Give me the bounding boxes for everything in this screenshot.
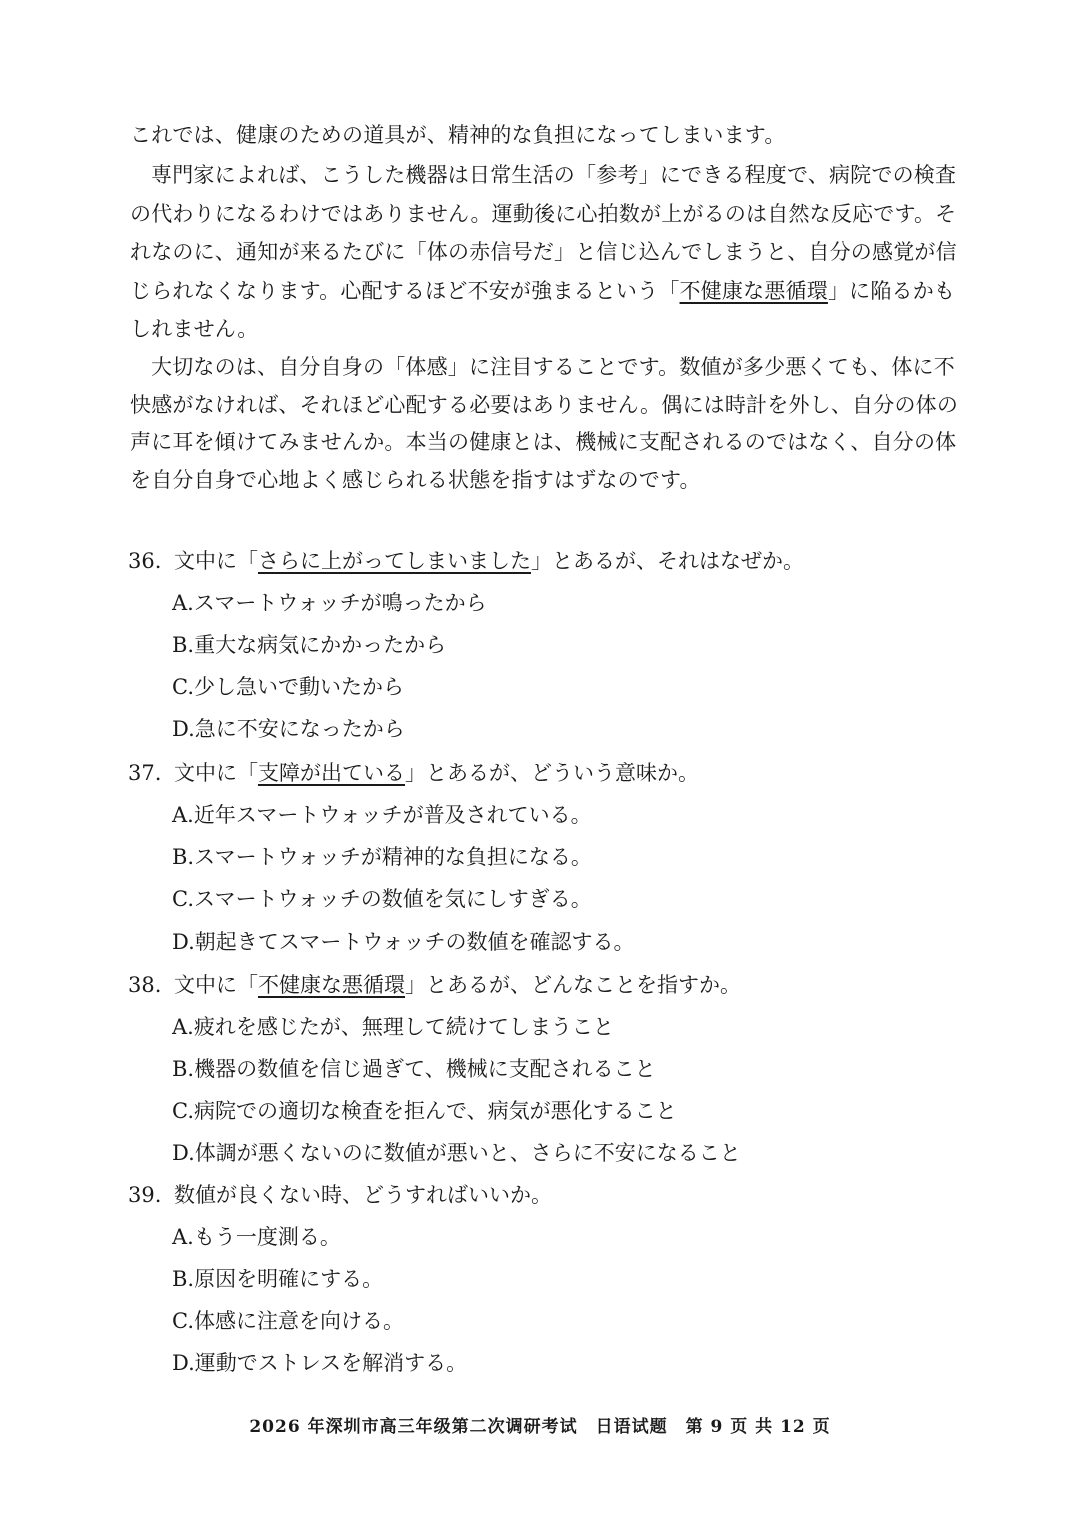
question-text: 文中に「 [174, 761, 258, 785]
question-37 [128, 758, 699, 788]
passage-line: の代わりになるわけではありません。運動後に心拍数が上がるのは自然な反応です。そ [130, 202, 957, 226]
question-38 [128, 970, 741, 1000]
passage-text: じられなくなります。心配するほど不安が強まるという「 [130, 279, 680, 303]
question-number: 36. [128, 549, 162, 573]
question-36 [128, 546, 804, 576]
passage-line: 声に耳を傾けてみませんか。本当の健康とは、機械に支配されるのではなく、自分の体 [130, 430, 957, 454]
option-38-d[interactable]: D.体調が悪くないのに数値が悪いと、さらに不安になること [172, 1141, 741, 1165]
option-39-a[interactable]: A.もう一度測る。 [172, 1225, 341, 1249]
option-36-d[interactable]: D.急に不安になったから [172, 717, 405, 741]
question-text: 」とあるが、どういう意味か。 [405, 761, 699, 785]
option-38-c[interactable]: C.病院での適切な検査を拒んで、病気が悪化すること [172, 1099, 677, 1123]
passage-line: 大切なのは、自分自身の「体感」に注目することです。数値が多少悪くても、体に不 [151, 355, 955, 379]
passage-line: を自分自身で心地よく感じられる状態を指すはずなのです。 [130, 468, 701, 492]
question-number: 38. [128, 973, 162, 997]
option-37-b[interactable]: B.スマートウォッチが精神的な負担になる。 [172, 845, 592, 869]
option-39-c[interactable]: C.体感に注意を向ける。 [172, 1309, 404, 1333]
question-text: 」とあるが、どんなことを指すか。 [405, 973, 741, 997]
underlined-phrase: 不健康な悪循環 [679, 279, 828, 303]
passage-text: 」に陥るかも [827, 279, 956, 303]
passage-line: これでは、健康のための道具が、精神的な負担になってしまいます。 [130, 123, 786, 147]
question-text: 」とあるが、それはなぜか。 [531, 549, 804, 573]
question-39 [128, 1180, 552, 1210]
option-37-a[interactable]: A.近年スマートウォッチが普及されている。 [172, 803, 592, 827]
underlined-phrase: さらに上がってしまいました [258, 549, 531, 573]
underlined-phrase: 支障が出ている [258, 761, 405, 785]
option-39-d[interactable]: D.運動でストレスを解消する。 [172, 1351, 468, 1375]
option-38-b[interactable]: B.機器の数値を信じ過ぎて、機械に支配されること [172, 1057, 656, 1081]
option-37-d[interactable]: D.朝起きてスマートウォッチの数値を確認する。 [172, 930, 635, 954]
passage-line: しれません。 [130, 317, 259, 341]
question-text: 文中に「 [174, 549, 258, 573]
page-footer: 2026 年深圳市高三年级第二次调研考试 日语试题 第 9 页 共 12 页 [249, 1417, 831, 1437]
option-36-c[interactable]: C.少し急いで動いたから [172, 675, 404, 699]
passage-line: 快感がなければ、それほど心配する必要はありません。偶には時計を外し、自分の体の [130, 393, 959, 417]
question-number: 39. [128, 1183, 162, 1207]
underlined-phrase: 不健康な悪循環 [258, 973, 405, 997]
option-37-c[interactable]: C.スマートウォッチの数値を気にしすぎる。 [172, 887, 592, 911]
option-38-a[interactable]: A.疲れを感じたが、無理して続けてしまうこと [172, 1015, 614, 1039]
passage-line: 専門家によれば、こうした機器は日常生活の「参考」にできる程度で、病院での検査 [151, 163, 957, 187]
question-text: 数値が良くない時、どうすればいいか。 [174, 1183, 552, 1207]
option-36-a[interactable]: A.スマートウォッチが鳴ったから [172, 591, 487, 615]
option-36-b[interactable]: B.重大な病気にかかったから [172, 633, 447, 657]
question-text: 文中に「 [174, 973, 258, 997]
passage-line [130, 276, 955, 306]
passage-line: れなのに、通知が来るたびに「体の赤信号だ」と信じ込んでしまうと、自分の感覚が信 [130, 240, 957, 264]
option-39-b[interactable]: B.原因を明確にする。 [172, 1267, 384, 1291]
question-number: 37. [128, 761, 162, 785]
